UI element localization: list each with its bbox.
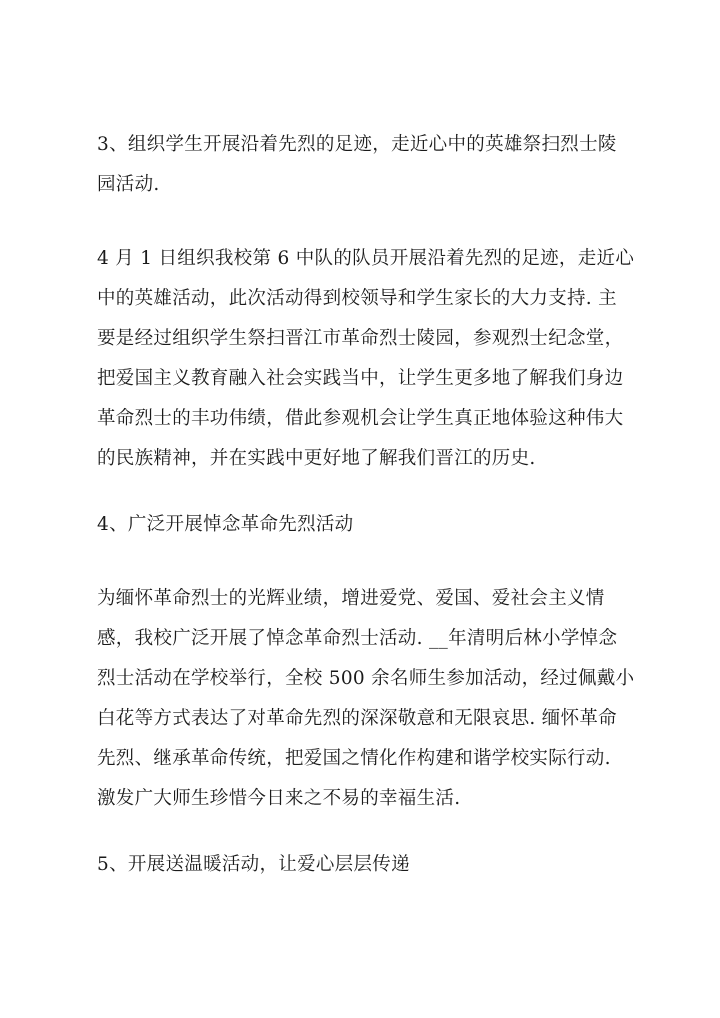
section-3-paragraph-line-1: 4 月 1 日组织我校第 6 中队的队员开展沿着先烈的足迹，走近心	[97, 248, 635, 269]
section-3-paragraph-line-5: 革命烈士的丰功伟绩，借此参观机会让学生真正地体验这种伟大	[97, 408, 624, 429]
section-3-paragraph-line-2: 中的英雄活动，此次活动得到校领导和学生家长的大力支持. 主	[97, 288, 617, 309]
section-3-paragraph-line-3: 要是经过组织学生祭扫晋江市革命烈士陵园，参观烈士纪念堂，	[97, 328, 624, 349]
section-4-paragraph-line-2: 感，我校广泛开展了悼念革命烈士活动. __年清明后林小学悼念	[97, 628, 618, 649]
section-4-paragraph-line-6: 激发广大师生珍惜今日来之不易的幸福生活.	[97, 788, 461, 809]
section-4-paragraph-line-4: 白花等方式表达了对革命先烈的深深敬意和无限哀思. 缅怀革命	[97, 708, 617, 729]
section-3-paragraph-line-6: 的民族精神，并在实践中更好地了解我们晋江的历史.	[97, 448, 536, 469]
section-3-paragraph-line-4: 把爱国主义教育融入社会实践当中，让学生更多地了解我们身边	[97, 368, 624, 389]
section-3-heading-line-2: 园活动.	[97, 174, 160, 195]
section-4-paragraph-line-1: 为缅怀革命烈士的光辉业绩，增进爱党、爱国、爱社会主义情	[97, 588, 605, 609]
section-4-heading-line-1: 4、广泛开展悼念革命先烈活动	[97, 514, 354, 535]
section-5-heading-line-1: 5、开展送温暖活动，让爱心层层传递	[97, 854, 410, 875]
section-3-heading-line-1: 3、组织学生开展沿着先烈的足迹，走近心中的英雄祭扫烈士陵	[97, 134, 617, 155]
section-4-paragraph-line-5: 先烈、继承革命传统，把爱国之情化作构建和谐学校实际行动.	[97, 748, 611, 769]
section-4-paragraph-line-3: 烈士活动在学校举行，全校 500 余名师生参加活动，经过佩戴小	[97, 668, 635, 689]
